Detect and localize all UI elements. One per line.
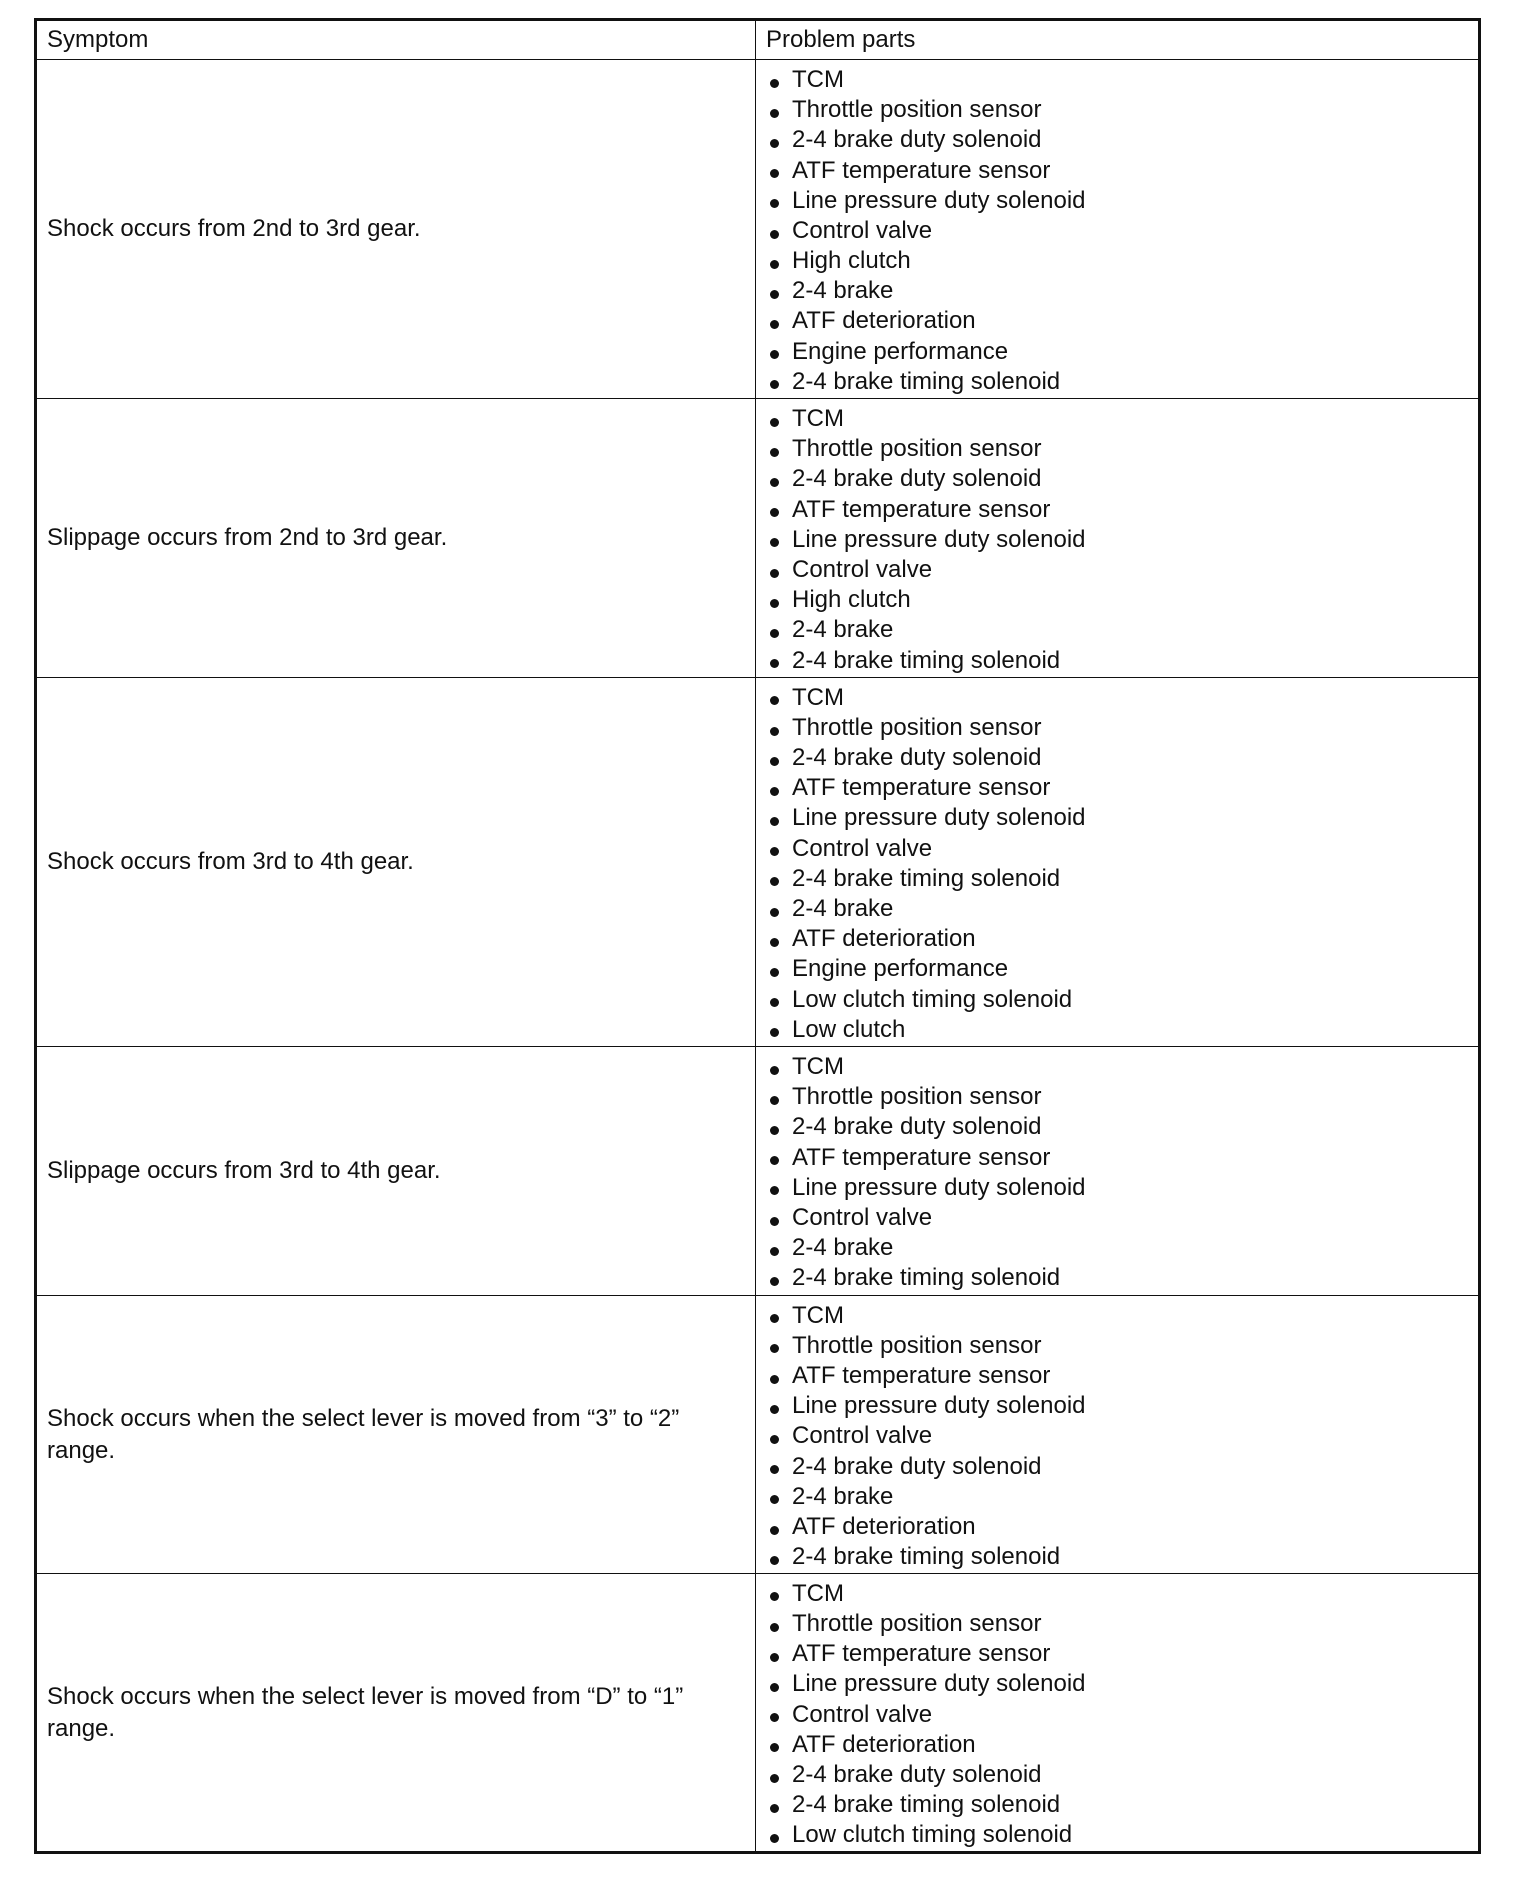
problem-parts-cell (756, 1295, 1480, 1574)
bullet-icon (770, 418, 779, 427)
list-item (766, 985, 1478, 1015)
part-label: 2-4 brake duty solenoid (792, 1113, 1042, 1141)
table-header-row (36, 20, 1480, 60)
bullet-icon (770, 1623, 779, 1632)
part-label: Throttle position sensor (792, 96, 1042, 124)
list-item (766, 246, 1478, 276)
bullet-icon (770, 908, 779, 917)
part-label: Low clutch (792, 1015, 906, 1043)
list-item (766, 894, 1478, 924)
bullet-icon (770, 1066, 779, 1075)
list-item (766, 1579, 1478, 1609)
symptom-cell: Shock occurs from 3rd to 4th gear. (36, 677, 756, 1046)
bullet-icon (770, 877, 779, 886)
bullet-icon (770, 1653, 779, 1662)
bullet-icon (770, 1277, 779, 1286)
table-row (36, 399, 1480, 678)
bullet-icon (770, 1375, 779, 1384)
list-item (766, 404, 1478, 434)
part-label: ATF temperature sensor (792, 1640, 1051, 1668)
table-row (36, 60, 1480, 399)
bullet-icon (770, 1495, 779, 1504)
list-item (766, 954, 1478, 984)
symptom-cell: Shock occurs from 2nd to 3rd gear. (36, 60, 756, 399)
bullet-icon (770, 599, 779, 608)
bullet-icon (770, 478, 779, 487)
diagnosis-document (34, 18, 1478, 1854)
list-item (766, 1331, 1478, 1361)
part-label: High clutch (792, 586, 911, 614)
bullet-icon (770, 1435, 779, 1444)
list-item (766, 1512, 1478, 1542)
problem-parts-list (766, 1301, 1478, 1573)
part-label: Throttle position sensor (792, 1083, 1042, 1111)
list-item (766, 434, 1478, 464)
part-label: TCM (792, 1301, 844, 1329)
bullet-icon (770, 350, 779, 359)
bullet-icon (770, 817, 779, 826)
list-item (766, 773, 1478, 803)
bullet-icon (770, 727, 779, 736)
bullet-icon (770, 1156, 779, 1165)
list-item (766, 1112, 1478, 1142)
part-label: TCM (792, 1579, 844, 1607)
list-item (766, 125, 1478, 155)
list-item (766, 1760, 1478, 1790)
part-label: ATF deterioration (792, 925, 976, 953)
list-item (766, 713, 1478, 743)
part-label: Throttle position sensor (792, 435, 1042, 463)
part-label: 2-4 brake duty solenoid (792, 1452, 1042, 1480)
bullet-icon (770, 787, 779, 796)
list-item (766, 683, 1478, 713)
list-item (766, 1790, 1478, 1820)
part-label: Throttle position sensor (792, 1331, 1042, 1359)
bullet-icon (770, 757, 779, 766)
part-label: TCM (792, 405, 844, 433)
list-item (766, 306, 1478, 336)
symptom-table (34, 18, 1481, 1854)
table-row (36, 1046, 1480, 1295)
table-row (36, 677, 1480, 1046)
part-label: Control valve (792, 1422, 933, 1450)
part-label: Throttle position sensor (792, 713, 1042, 741)
table-body (36, 60, 1480, 1853)
list-item (766, 834, 1478, 864)
list-item (766, 1452, 1478, 1482)
part-label: 2-4 brake (792, 1234, 894, 1262)
list-item (766, 216, 1478, 246)
list-item (766, 585, 1478, 615)
bullet-icon (770, 1683, 779, 1692)
problem-parts-cell (756, 677, 1480, 1046)
list-item (766, 1143, 1478, 1173)
bullet-icon (770, 1405, 779, 1414)
part-label: ATF deterioration (792, 307, 976, 335)
bullet-icon (770, 847, 779, 856)
part-label: 2-4 brake timing solenoid (792, 1791, 1061, 1819)
part-label: ATF temperature sensor (792, 1143, 1051, 1171)
symptom-cell: Shock occurs when the select lever is moved from “D” to “1” range. (36, 1574, 756, 1853)
bullet-icon (770, 199, 779, 208)
part-label: Line pressure duty solenoid (792, 1392, 1086, 1420)
list-item (766, 186, 1478, 216)
bullet-icon (770, 448, 779, 457)
bullet-icon (770, 1217, 779, 1226)
part-label: Line pressure duty solenoid (792, 186, 1086, 214)
bullet-icon (770, 569, 779, 578)
bullet-icon (770, 968, 779, 977)
part-label: ATF temperature sensor (792, 495, 1051, 523)
header-symptom: Symptom (36, 20, 756, 60)
bullet-icon (770, 1314, 779, 1323)
part-label: Line pressure duty solenoid (792, 1173, 1086, 1201)
symptom-cell: Shock occurs when the select lever is moved from “3” to “2” range. (36, 1295, 756, 1574)
part-label: 2-4 brake (792, 895, 894, 923)
list-item (766, 525, 1478, 555)
part-label: Control valve (792, 1203, 933, 1231)
list-item (766, 1542, 1478, 1572)
bullet-icon (770, 696, 779, 705)
list-item (766, 615, 1478, 645)
bullet-icon (770, 139, 779, 148)
bullet-icon (770, 1186, 779, 1195)
problem-parts-cell (756, 60, 1480, 399)
list-item (766, 1639, 1478, 1669)
bullet-icon (770, 998, 779, 1007)
part-label: Control valve (792, 834, 933, 862)
part-label: ATF deterioration (792, 1730, 976, 1758)
bullet-icon (770, 1804, 779, 1813)
list-item (766, 156, 1478, 186)
list-item (766, 1203, 1478, 1233)
list-item (766, 743, 1478, 773)
bullet-icon (770, 508, 779, 517)
part-label: Throttle position sensor (792, 1610, 1042, 1638)
list-item (766, 803, 1478, 833)
list-item (766, 1482, 1478, 1512)
bullet-icon (770, 1096, 779, 1105)
list-item (766, 1082, 1478, 1112)
bullet-icon (770, 260, 779, 269)
bullet-icon (770, 1834, 779, 1843)
symptom-cell: Slippage occurs from 3rd to 4th gear. (36, 1046, 756, 1295)
problem-parts-cell (756, 1574, 1480, 1853)
list-item (766, 337, 1478, 367)
list-item (766, 1669, 1478, 1699)
part-label: 2-4 brake timing solenoid (792, 646, 1061, 674)
list-item (766, 555, 1478, 585)
bullet-icon (770, 1526, 779, 1535)
part-label: Control valve (792, 556, 933, 583)
part-label: ATF temperature sensor (792, 156, 1051, 184)
part-label: Line pressure duty solenoid (792, 804, 1086, 832)
list-item (766, 495, 1478, 525)
list-item (766, 95, 1478, 125)
problem-parts-list (766, 683, 1478, 1045)
bullet-icon (770, 109, 779, 118)
bullet-icon (770, 1465, 779, 1474)
part-label: 2-4 brake timing solenoid (792, 367, 1061, 395)
bullet-icon (770, 538, 779, 547)
bullet-icon (770, 320, 779, 329)
list-item (766, 1421, 1478, 1451)
bullet-icon (770, 1592, 779, 1601)
symptom-cell: Slippage occurs from 2nd to 3rd gear. (36, 399, 756, 678)
list-item (766, 1233, 1478, 1263)
problem-parts-list (766, 1052, 1478, 1294)
list-item (766, 1173, 1478, 1203)
part-label: ATF temperature sensor (792, 1362, 1051, 1390)
bullet-icon (770, 230, 779, 239)
bullet-icon (770, 629, 779, 638)
bullet-icon (770, 1743, 779, 1752)
part-label: 2-4 brake (792, 277, 894, 305)
list-item (766, 1391, 1478, 1421)
bullet-icon (770, 1028, 779, 1037)
list-item (766, 864, 1478, 894)
list-item (766, 646, 1478, 676)
part-label: Control valve (792, 216, 933, 244)
part-label: 2-4 brake duty solenoid (792, 1761, 1042, 1788)
part-label: Engine performance (792, 955, 1009, 983)
bullet-icon (770, 380, 779, 389)
bullet-icon (770, 79, 779, 88)
list-item (766, 1730, 1478, 1760)
bullet-icon (770, 938, 779, 947)
bullet-icon (770, 1774, 779, 1783)
bullet-icon (770, 1713, 779, 1722)
part-label: Low clutch timing solenoid (792, 1821, 1073, 1849)
part-label: TCM (792, 1053, 844, 1080)
list-item (766, 1700, 1478, 1730)
part-label: ATF deterioration (792, 1513, 976, 1540)
bullet-icon (770, 659, 779, 668)
bullet-icon (770, 1126, 779, 1135)
list-item (766, 65, 1478, 95)
part-label: High clutch (792, 247, 911, 275)
part-label: 2-4 brake timing solenoid (792, 864, 1061, 892)
list-item (766, 1263, 1478, 1293)
part-label: Control valve (792, 1700, 933, 1728)
bullet-icon (770, 1344, 779, 1353)
bullet-icon (770, 290, 779, 299)
part-label: Engine performance (792, 337, 1009, 365)
part-label: TCM (792, 65, 844, 93)
bullet-icon (770, 1247, 779, 1256)
part-label: Line pressure duty solenoid (792, 525, 1086, 553)
part-label: 2-4 brake timing solenoid (792, 1264, 1061, 1292)
part-label: ATF temperature sensor (792, 774, 1051, 802)
list-item (766, 1015, 1478, 1045)
part-label: 2-4 brake (792, 1482, 894, 1510)
problem-parts-cell (756, 399, 1480, 678)
problem-parts-list (766, 404, 1478, 676)
part-label: 2-4 brake (792, 616, 894, 644)
bullet-icon (770, 1556, 779, 1565)
bullet-icon (770, 169, 779, 178)
part-label: Low clutch timing solenoid (792, 985, 1073, 1013)
table-row (36, 1574, 1480, 1853)
list-item (766, 464, 1478, 494)
part-label: Line pressure duty solenoid (792, 1670, 1086, 1698)
problem-parts-cell (756, 1046, 1480, 1295)
list-item (766, 1820, 1478, 1850)
part-label: 2-4 brake duty solenoid (792, 126, 1042, 154)
list-item (766, 1609, 1478, 1639)
part-label: 2-4 brake duty solenoid (792, 744, 1042, 772)
problem-parts-list (766, 65, 1478, 397)
list-item (766, 1052, 1478, 1082)
problem-parts-list (766, 1579, 1478, 1851)
part-label: 2-4 brake duty solenoid (792, 465, 1042, 493)
part-label: 2-4 brake timing solenoid (792, 1543, 1061, 1571)
list-item (766, 276, 1478, 306)
list-item (766, 924, 1478, 954)
list-item (766, 1301, 1478, 1331)
list-item (766, 1361, 1478, 1391)
header-problem-parts: Problem parts (756, 20, 1480, 60)
table-row (36, 1295, 1480, 1574)
part-label: TCM (792, 683, 844, 711)
list-item (766, 367, 1478, 397)
